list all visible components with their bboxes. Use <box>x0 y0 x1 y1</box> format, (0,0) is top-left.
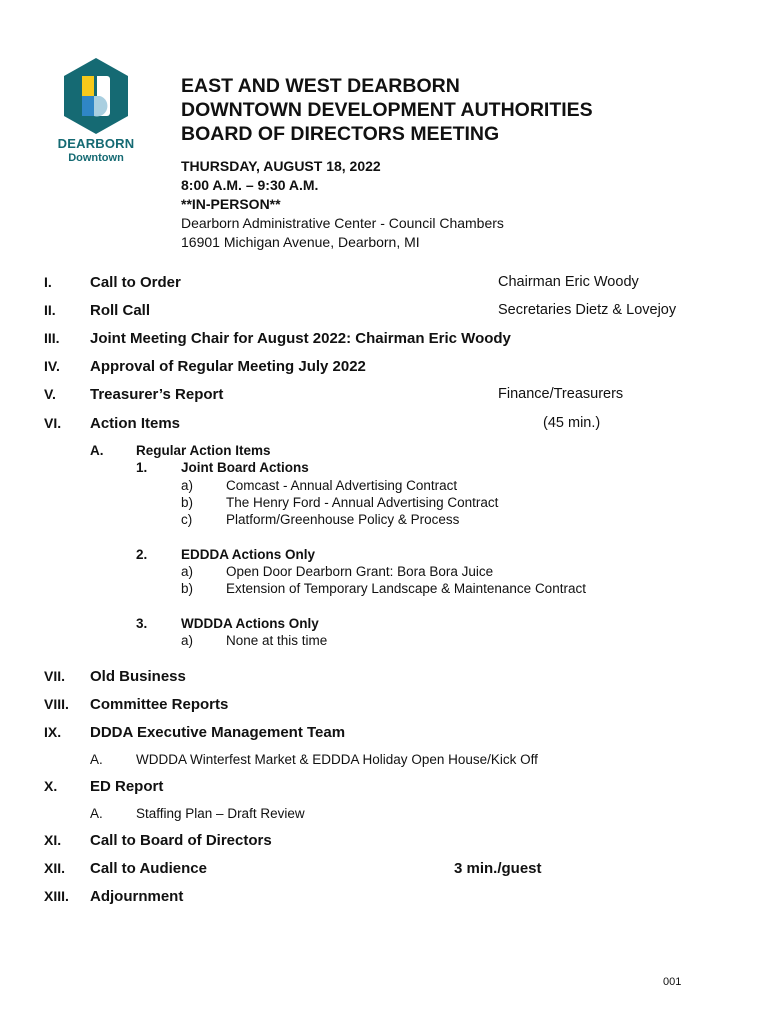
agenda-presenter-1: Chairman Eric Woody <box>498 274 639 290</box>
agenda-item-committee-reports: Committee Reports <box>90 696 229 713</box>
meeting-time: 8:00 A.M. – 9:30 A.M. <box>181 177 319 193</box>
agenda-num-12: XII. <box>44 860 66 876</box>
logo-subtitle: Downtown <box>68 152 124 164</box>
agenda-num-9: IX. <box>44 724 62 740</box>
agenda-item-old-business: Old Business <box>90 668 186 685</box>
sub-item: Comcast - Annual Advertising Contract <box>226 478 458 493</box>
agenda-item-roll-call: Roll Call <box>90 302 151 319</box>
title-line-1: EAST AND WEST DEARBORN <box>181 75 460 97</box>
sub-item: Extension of Temporary Landscape & Maintenance Contract <box>226 581 586 596</box>
agenda-num-4: IV. <box>44 358 60 374</box>
group-2-num: 2. <box>136 547 148 562</box>
sub-letter: c) <box>181 512 193 527</box>
agenda-num-1: I. <box>44 274 52 290</box>
exec-sub-letter: A. <box>90 752 103 767</box>
agenda-item-ed-report: ED Report <box>90 778 164 795</box>
agenda-num-6: VI. <box>44 415 62 431</box>
group-1-title: Joint Board Actions <box>181 460 309 475</box>
agenda-num-5: V. <box>44 386 56 402</box>
meeting-address: 16901 Michigan Avenue, Dearborn, MI <box>181 234 420 250</box>
agenda-duration-6: (45 min.) <box>543 415 601 431</box>
sub-letter: b) <box>181 495 194 510</box>
agenda-item-approval: Approval of Regular Meeting July 2022 <box>90 358 366 375</box>
dearborn-logo <box>60 56 132 136</box>
sub-item: None at this time <box>226 633 328 648</box>
agenda-item-executive-team: DDDA Executive Management Team <box>90 724 346 741</box>
group-3-num: 3. <box>136 616 148 631</box>
meeting-mode: **IN-PERSON** <box>181 196 281 212</box>
audience-time-limit: 3 min./guest <box>454 860 542 877</box>
agenda-presenter-5: Finance/Treasurers <box>498 386 624 402</box>
agenda-presenter-2: Secretaries Dietz & Lovejoy <box>498 302 677 318</box>
agenda-num-2: II. <box>44 302 56 318</box>
agenda-num-3: III. <box>44 330 60 346</box>
agenda-num-7: VII. <box>44 668 66 684</box>
agenda-item-joint-chair: Joint Meeting Chair for August 2022: Chairman Eric Woody <box>90 330 511 347</box>
logo-name: DEARBORN <box>57 136 135 151</box>
group-1-num: 1. <box>136 460 148 475</box>
action-title: Regular Action Items <box>136 443 271 458</box>
title-line-2: DOWNTOWN DEVELOPMENT AUTHORITIES <box>181 99 593 121</box>
ed-sub-letter: A. <box>90 806 103 821</box>
group-3-title: WDDDA Actions Only <box>181 616 319 631</box>
sub-letter: b) <box>181 581 194 596</box>
sub-letter: a) <box>181 564 194 579</box>
action-letter: A. <box>90 443 104 458</box>
group-2-title: EDDDA Actions Only <box>181 547 316 562</box>
exec-sub-item: WDDDA Winterfest Market & EDDDA Holiday Open House/Kick Off <box>136 752 538 767</box>
sub-letter: a) <box>181 478 194 493</box>
sub-item: The Henry Ford - Annual Advertising Contract <box>226 495 499 510</box>
sub-item: Open Door Dearborn Grant: Bora Bora Juice <box>226 564 494 579</box>
meeting-date: THURSDAY, AUGUST 18, 2022 <box>181 158 381 174</box>
agenda-item-call-to-order: Call to Order <box>90 274 181 291</box>
agenda-item-adjournment: Adjournment <box>90 888 184 905</box>
sub-item: Platform/Greenhouse Policy & Process <box>226 512 460 527</box>
title-line-3: BOARD OF DIRECTORS MEETING <box>181 123 500 145</box>
agenda-item-call-to-board: Call to Board of Directors <box>90 832 272 849</box>
page-number: 001 <box>663 976 682 988</box>
agenda-num-10: X. <box>44 778 58 794</box>
agenda-num-13: XIII. <box>44 888 69 904</box>
agenda-item-action-items: Action Items <box>90 415 181 432</box>
agenda-item-treasurer: Treasurer’s Report <box>90 386 224 403</box>
meeting-location: Dearborn Administrative Center - Council Chambers <box>181 215 504 231</box>
sub-letter: a) <box>181 633 194 648</box>
agenda-num-11: XI. <box>44 832 62 848</box>
agenda-num-8: VIII. <box>44 696 69 712</box>
agenda-item-call-to-audience: Call to Audience <box>90 860 207 877</box>
ed-sub-item: Staffing Plan – Draft Review <box>136 806 305 821</box>
